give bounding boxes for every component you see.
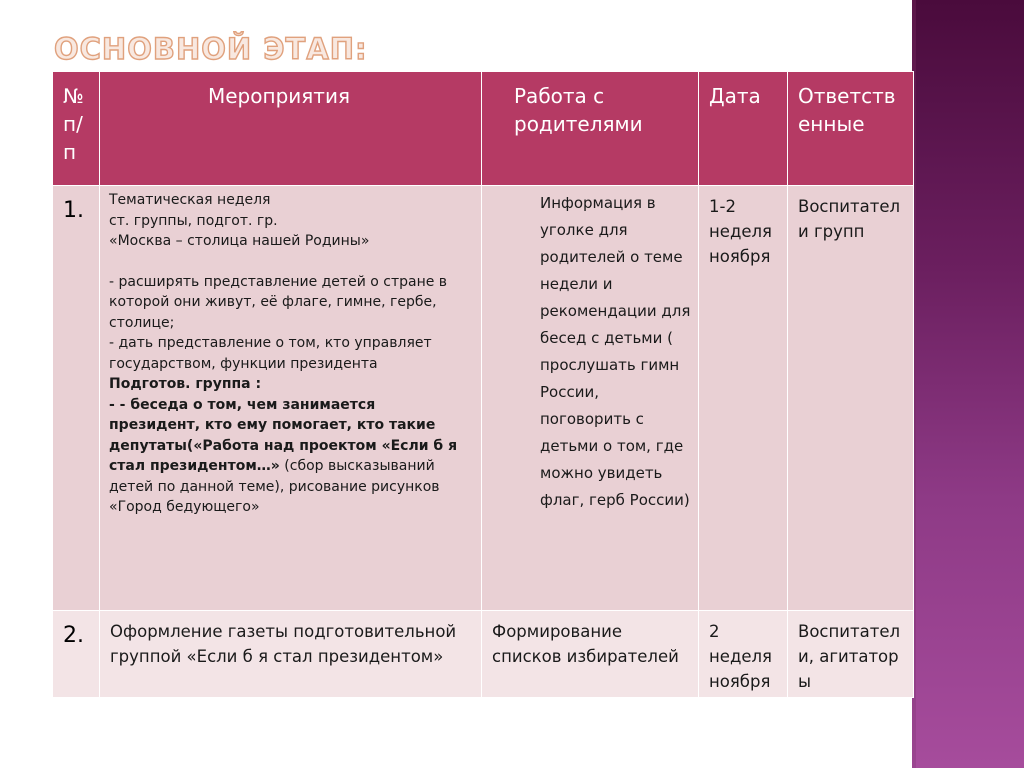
row2-responsible-cell: Воспитатели, агитаторы xyxy=(788,611,914,698)
row1-event-title: Тематическая неделя xyxy=(109,192,271,208)
header-num: № п/п xyxy=(53,72,100,186)
row1-event-activity-tail: (сбор высказываний детей по данной теме), рисование рисунков «Город бедующего» xyxy=(109,458,440,515)
row1-event-goal1: - расширять представление детей о стране в которой они живут, её флаге, гимне, гербе, столице; xyxy=(109,273,448,331)
header-responsible: Ответственные xyxy=(788,72,914,186)
row1-responsible-cell: Воспитатели групп xyxy=(788,186,914,611)
row1-event-groups: ст. группы, подгот. гр. xyxy=(109,212,278,229)
row1-date-cell: 1-2 неделя ноября xyxy=(699,186,788,611)
decorative-side-band xyxy=(912,0,1024,768)
row2-num-cell: 2. xyxy=(53,611,100,698)
header-date: Дата xyxy=(699,72,788,186)
row1-events-cell xyxy=(100,186,482,611)
row2-events-cell: Оформление газеты подготовительной группой «Если б я стал президентом» xyxy=(100,611,482,698)
table-header-row xyxy=(53,72,914,186)
header-events: Мероприятия xyxy=(100,72,482,186)
row1-event-activity: - - беседа о том, чем занимается президент, кто ему помогает, кто такие депутаты(«Работа над проектом «Если б я стал президентом…» xyxy=(109,396,458,474)
row1-event-theme: «Москва – столица нашей Родины» xyxy=(109,233,370,249)
plan-table xyxy=(52,71,914,698)
row1-event-goal2: - дать представление о том, кто управляет государством, функции президента xyxy=(109,335,432,372)
row2-date-cell: 2 неделя ноября xyxy=(699,611,788,698)
row1-parents-cell: Информация в уголке для родителей о теме недели и рекомендации для бесед с детьми ( прослушать гимн России, поговорить с детьми о том, где можно увидеть флаг, герб России) xyxy=(482,186,699,611)
row1-num-cell: 1. xyxy=(53,186,100,611)
header-parents: Работа с родителями xyxy=(482,72,699,186)
row2-parents-cell: Формирование списков избирателей xyxy=(482,611,699,698)
slide-title: ОСНОВНОЙ ЭТАП: xyxy=(54,32,368,66)
row1-event-subheading: Подготов. группа : xyxy=(109,376,262,392)
table-row xyxy=(53,611,914,698)
table-row xyxy=(53,186,914,611)
